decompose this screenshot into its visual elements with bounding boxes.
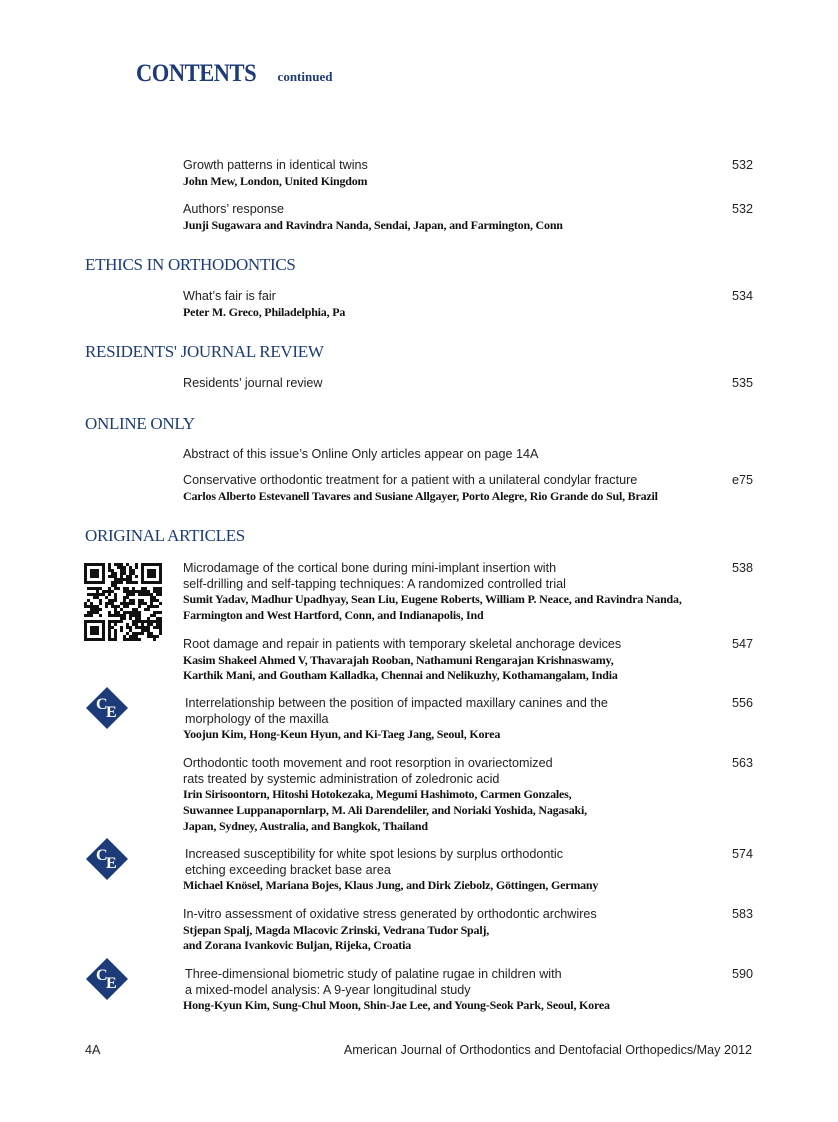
entry-authors: Kasim Shakeel Ahmed V, Thavarajah Rooban, Nathamuni Rengarajan Krishnaswamy, — [183, 652, 614, 667]
entry-title[interactable]: Residents’ journal review — [183, 376, 323, 390]
entry-title[interactable]: Increased susceptibility for white spot lesions by surplus orthodontic — [185, 847, 564, 861]
entry-page-number: 532 — [731, 158, 753, 172]
entry-title[interactable]: Root damage and repair in patients with temporary skeletal anchorage devices — [183, 637, 622, 651]
page-header — [136, 60, 332, 88]
entry-title[interactable]: Orthodontic tooth movement and root resorption in ovariectomized — [183, 756, 553, 770]
entry-page-number: 534 — [731, 289, 753, 303]
entry-authors: Suwannee Luppanapornlarp, M. Ali Darendeliler, and Noriaki Yoshida, Nagasaki, — [183, 803, 587, 818]
entry-title[interactable]: Microdamage of the cortical bone during mini-implant insertion with — [183, 561, 557, 575]
entry-page-number: 535 — [731, 376, 753, 390]
badge-letter: E — [106, 975, 117, 992]
toc-entry[interactable] — [183, 473, 753, 504]
badge-letter: E — [106, 704, 117, 721]
badge-letter: E — [106, 855, 117, 872]
entry-page-number: 574 — [731, 847, 753, 861]
toc-entry[interactable] — [183, 376, 753, 392]
entry-page-number: 538 — [731, 561, 753, 575]
entry-title[interactable]: etching exceeding bracket base area — [185, 862, 391, 877]
entry-authors: Japan, Sydney, Australia, and Bangkok, Thailand — [183, 818, 428, 833]
entry-page-number: 583 — [731, 907, 753, 921]
entry-authors: Farmington and West Hartford, Conn, and Indianapolis, Ind — [183, 608, 484, 623]
toc-entry[interactable] — [183, 289, 753, 320]
ce-credit-badge-icon — [86, 838, 128, 880]
entry-page-number: 590 — [731, 967, 753, 981]
toc-entry[interactable] — [183, 158, 753, 189]
ce-credit-badge-icon — [86, 687, 128, 729]
entry-authors: Junji Sugawara and Ravindra Nanda, Sendai, Japan, and Farmington, Conn — [183, 217, 563, 232]
page-subtitle: continued — [277, 69, 333, 84]
toc-entry[interactable] — [185, 696, 755, 743]
section-heading: ETHICS IN ORTHODONTICS — [85, 255, 296, 274]
toc-entry[interactable] — [183, 447, 753, 463]
entry-page-number: 556 — [731, 696, 753, 710]
entry-authors: Irin Sirisoontorn, Hitoshi Hotokezaka, Megumi Hashimoto, Carmen Gonzales, — [183, 787, 572, 802]
section-heading: ORIGINAL ARTICLES — [85, 526, 245, 545]
entry-authors: Stjepan Spalj, Magda Mlacovic Zrinski, Vedrana Tudor Spalj, — [183, 922, 490, 937]
entry-authors: Yoojun Kim, Hong-Keun Hyun, and Ki-Taeg Jang, Seoul, Korea — [183, 727, 501, 742]
entry-authors: John Mew, London, United Kingdom — [183, 173, 368, 188]
qr-code-icon[interactable] — [84, 563, 164, 641]
entry-title[interactable]: Growth patterns in identical twins — [183, 158, 368, 172]
entry-page-number: e75 — [731, 473, 753, 487]
toc-entry[interactable] — [183, 561, 753, 624]
entry-authors: Hong-Kyun Kim, Sung-Chul Moon, Shin-Jae Lee, and Young-Seok Park, Seoul, Korea — [183, 998, 610, 1013]
badge-letter: C — [96, 847, 108, 864]
page-title: CONTENTS — [136, 60, 257, 87]
entry-authors: Carlos Alberto Estevanell Tavares and Susiane Allgayer, Porto Alegre, Rio Grande do Sul, Brazil — [183, 488, 658, 503]
entry-authors: Karthik Mani, and Goutham Kalladka, Chennai and Nelikuzhy, Kothamangalam, India — [183, 668, 618, 683]
entry-page-number: 563 — [731, 756, 753, 770]
entry-authors: Michael Knösel, Mariana Bojes, Klaus Jung, and Dirk Ziebolz, Göttingen, Germany — [183, 878, 599, 893]
ce-credit-badge-icon — [86, 958, 128, 1000]
entry-title[interactable]: a mixed-model analysis: A 9-year longitudinal study — [185, 982, 471, 997]
badge-letter: C — [96, 967, 108, 984]
entry-title[interactable]: self-drilling and self-tapping techniques: A randomized controlled trial — [183, 576, 566, 591]
entry-title[interactable]: Abstract of this issue’s Online Only articles appear on page 14A — [183, 447, 539, 461]
entry-title[interactable]: Interrelationship between the position of impacted maxillary canines and the — [185, 696, 608, 710]
toc-entry[interactable] — [185, 847, 755, 894]
footer-journal: American Journal of Orthodontics and Dentofacial Orthopedics/May 2012 — [343, 1043, 752, 1057]
entry-page-number: 547 — [731, 637, 753, 651]
section-heading: RESIDENTS' JOURNAL REVIEW — [85, 342, 324, 361]
toc-entry[interactable] — [185, 967, 755, 1014]
toc-entry[interactable] — [183, 756, 753, 835]
toc-entry[interactable] — [183, 637, 753, 684]
entry-title[interactable]: Three-dimensional biometric study of palatine rugae in children with — [185, 967, 562, 981]
footer-page-number: 4A — [85, 1043, 101, 1057]
entry-title[interactable]: morphology of the maxilla — [185, 711, 329, 726]
entry-title[interactable]: What’s fair is fair — [183, 289, 276, 303]
toc-entry[interactable] — [183, 907, 753, 954]
entry-title[interactable]: rats treated by systemic administration of zoledronic acid — [183, 771, 500, 786]
entry-title[interactable]: In-vitro assessment of oxidative stress generated by orthodontic archwires — [183, 907, 597, 921]
badge-letter: C — [96, 696, 108, 713]
entry-authors: and Zorana Ivankovic Buljan, Rijeka, Croatia — [183, 938, 412, 953]
entry-authors: Sumit Yadav, Madhur Upadhyay, Sean Liu, Eugene Roberts, William P. Neace, and Ravindra Nanda, — [183, 592, 682, 607]
entry-title[interactable]: Authors’ response — [183, 202, 285, 216]
section-heading: ONLINE ONLY — [85, 414, 195, 433]
toc-entry[interactable] — [183, 202, 753, 233]
entry-authors: Peter M. Greco, Philadelphia, Pa — [183, 304, 346, 319]
entry-title[interactable]: Conservative orthodontic treatment for a patient with a unilateral condylar fracture — [183, 473, 638, 487]
entry-page-number: 532 — [731, 202, 753, 216]
